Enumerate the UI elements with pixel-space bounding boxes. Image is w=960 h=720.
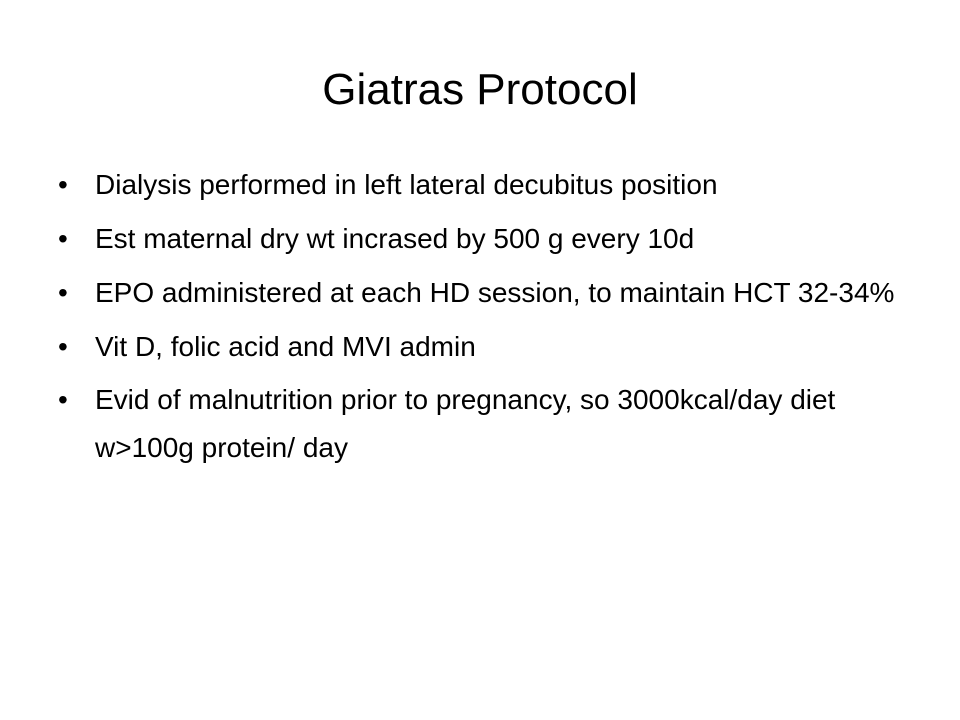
bullet-icon: • xyxy=(58,169,68,200)
bullet-icon: • xyxy=(58,331,68,362)
bullet-text: Evid of malnutrition prior to pregnancy, so 3000kcal/day diet w>100g protein/ day xyxy=(95,384,836,463)
bullet-icon: • xyxy=(58,277,68,308)
bullet-item xyxy=(58,376,908,472)
bullet-text: Est maternal dry wt incrased by 500 g every 10d xyxy=(95,223,695,254)
bullet-text: EPO administered at each HD session, to maintain HCT 32-34% xyxy=(95,277,895,308)
slide-title: Giatras Protocol xyxy=(322,65,638,114)
bullet-text: Vit D, folic acid and MVI admin xyxy=(95,331,476,362)
bullet-list xyxy=(58,166,908,489)
bullet-item xyxy=(58,220,908,257)
bullet-item xyxy=(58,328,908,365)
bullet-icon: • xyxy=(58,384,68,415)
bullet-icon: • xyxy=(58,223,68,254)
bullet-item xyxy=(58,166,908,203)
bullet-item xyxy=(58,274,908,311)
bullet-text: Dialysis performed in left lateral decubitus position xyxy=(95,169,718,200)
